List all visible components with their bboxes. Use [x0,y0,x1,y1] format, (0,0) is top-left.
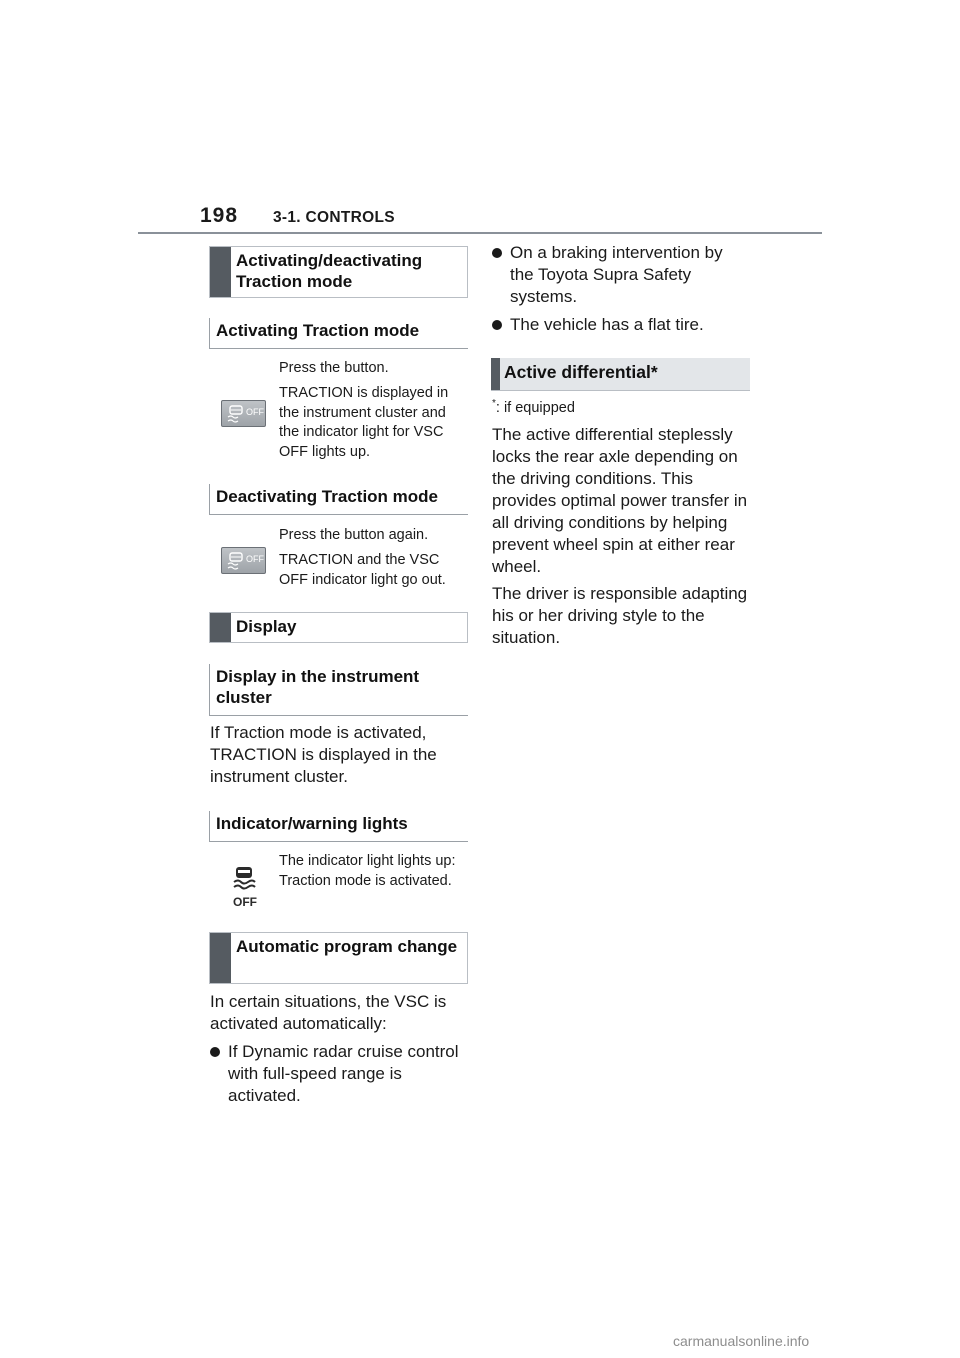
active-differential-paragraph: The active differential steplessly locks the rear axle depending on the driving conditions. This provides optimal power transfer in all driving conditions by helping prevent wheel spin at either rear wheel. [492,425,748,576]
auto-change-paragraph: In certain situations, the VSC is activated automatically: [210,992,447,1033]
driver-responsibility-paragraph: The driver is responsible adapting his or her driving style to the situation. [492,584,748,647]
activate-description: TRACTION is displayed in the instrument cluster and the indicator light for VSC OFF lights up. [279,385,449,460]
subheading-text: Activating Traction mode [216,321,420,340]
footnote-mark: * [492,398,496,409]
deactivate-press-text: Press the button again. [279,527,429,543]
heading-text: Display [236,617,297,636]
indicator-description: The indicator light lights up: Traction mode is activated. [279,853,456,889]
heading-text: Activating/deactivating Traction mode [236,251,423,291]
page-number: 198 [200,204,239,227]
vsc-off-button-icon [221,547,266,574]
heading-bar [491,358,500,390]
subheading-text: Indicator/warning lights [216,814,408,833]
off-label: OFF [233,895,257,909]
subheading-text: Deactivating Traction mode [216,487,438,506]
vsc-off-button-icon [221,400,266,427]
subheading-text: Display in the instrument cluster [216,667,420,707]
activate-press-text: Press the button. [279,360,389,376]
car-skid-icon [225,550,247,572]
subheading-display-cluster [209,664,468,716]
heading-display [209,612,468,643]
off-label: OFF [246,407,264,417]
list-item [210,1041,468,1107]
footnote [492,398,575,416]
deactivate-description: TRACTION and the VSC OFF indicator light go out. [279,552,446,588]
list-item [492,314,750,336]
list-item-text: On a braking intervention by the Toyota Supra Safety systems. [510,243,723,306]
off-label: OFF [246,554,264,564]
subheading-indicator [209,811,468,842]
bullet-dot [492,320,502,330]
heading-text: Automatic program change [236,937,458,956]
heading-activating-deactivating [209,246,468,298]
heading-active-differential [491,358,750,391]
list-item-text: The vehicle has a flat tire. [510,315,704,334]
display-paragraph: If Traction mode is activated, TRACTION is displayed in the instrument cluster. [210,723,437,786]
heading-bar [210,933,231,983]
vsc-off-indicator-icon [230,866,258,909]
watermark: carmanualsonline.info [673,1333,810,1349]
heading-bar [210,613,231,642]
car-skid-icon [225,403,247,425]
bullet-dot [492,248,502,258]
footnote-text: : if equipped [495,399,575,416]
heading-automatic-program-change [209,932,468,984]
subheading-activating [209,318,468,349]
list-item-text: If Dynamic radar cruise control with full-speed range is activated. [228,1042,459,1105]
bullet-dot [210,1047,220,1057]
section-title: 3-1. CONTROLS [273,209,395,226]
subheading-deactivating [209,484,468,515]
header-divider [138,232,822,234]
car-skid-icon [230,866,258,890]
heading-bar [210,247,231,297]
heading-text: Active differential* [504,362,658,382]
list-item [492,242,750,308]
